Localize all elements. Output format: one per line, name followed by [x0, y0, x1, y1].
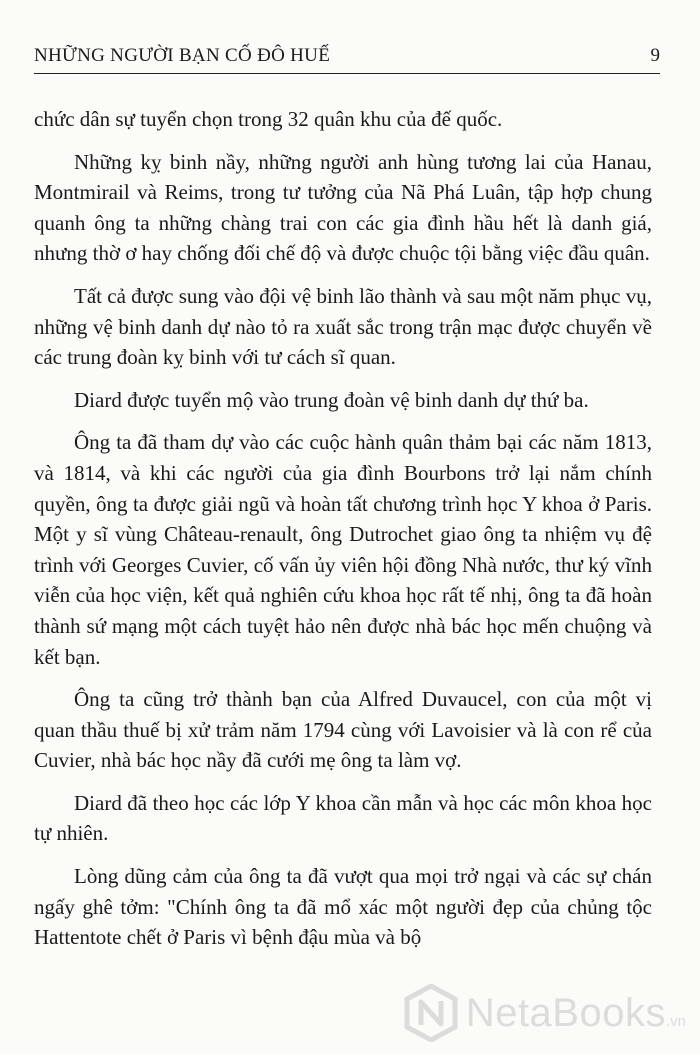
- paragraph-2: Những kỵ binh nầy, những người anh hùng tương lai của Hanau, Montmirail và Reims, trong tư tưởng của Nã Phá Luân, tập hợp chung quanh ông ta những chàng trai con các gia đình hầu hết là danh giá, nhưng thờ ơ hay chống đối chế độ và được chuộc tội bằng việc đầu quân.: [34, 149, 652, 266]
- running-title: NHỮNG NGƯỜI BẠN CỐ ĐÔ HUẾ: [34, 45, 331, 66]
- page-header: [34, 40, 660, 74]
- paragraph-1: chức dân sự tuyển chọn trong 32 quân khu của đế quốc.: [34, 107, 503, 131]
- netabooks-watermark: [404, 982, 686, 1044]
- page-number: 9: [650, 45, 660, 66]
- watermark-suffix: .vn: [665, 1013, 686, 1030]
- watermark-brand: NetaBooks: [465, 990, 666, 1035]
- paragraph-8: Lòng dũng cảm của ông ta đã vượt qua mọi trở ngại và các sự chán ngấy ghê tởm: "Chính ông ta đã mổ xác một người đẹp của chủng tộc Hattentote chết ở Paris vì bệnh đậu mùa và bộ: [34, 864, 652, 950]
- paragraph-4: Diard được tuyển mộ vào trung đoàn vệ binh danh dự thứ ba.: [74, 387, 589, 412]
- paragraph-3: Tất cả được sung vào đội vệ binh lão thành và sau một năm phục vụ, những vệ binh danh dự nào tỏ ra xuất sắc trong trận mạc được chuyển về các trung đoàn kỵ binh với tư cách sĩ quan.: [34, 283, 652, 370]
- paragraph-5: Ông ta đã tham dự vào các cuộc hành quân thảm bại các năm 1813, và 1814, và khi các người của gia đình Bourbons trở lại nắm chính quyền, ông ta được giải ngũ và hoàn tất chương trình học Y khoa ở Paris. Một y sĩ vùng Château-renault, ông Dutrochet giao ông ta nhiệm vụ đệ trình với Georges Cuvier, cố vấn ủy viên hội đồng Nhà nước, thư ký vĩnh viễn của học viện, kết quả nghiên cứu khoa học rất tế nhị, ông ta đã hoàn thành sứ mạng một cách tuyệt hảo nên được nhà bác học mến chuộng và kết bạn.: [34, 430, 652, 669]
- paragraph-7: Diard đã theo học các lớp Y khoa cần mẫn và học các môn khoa học tự nhiên.: [34, 790, 652, 846]
- netabooks-logo-icon: [404, 984, 458, 1042]
- paragraph-6: Ông ta cũng trở thành bạn của Alfred Duvaucel, con của một vị quan thầu thuế bị xử trảm năm 1794 cùng với Lavoisier và là con rể của Cuvier, nhà bác học nầy đã cưới mẹ ông ta làm vợ.: [34, 687, 652, 773]
- body-text: [34, 104, 652, 965]
